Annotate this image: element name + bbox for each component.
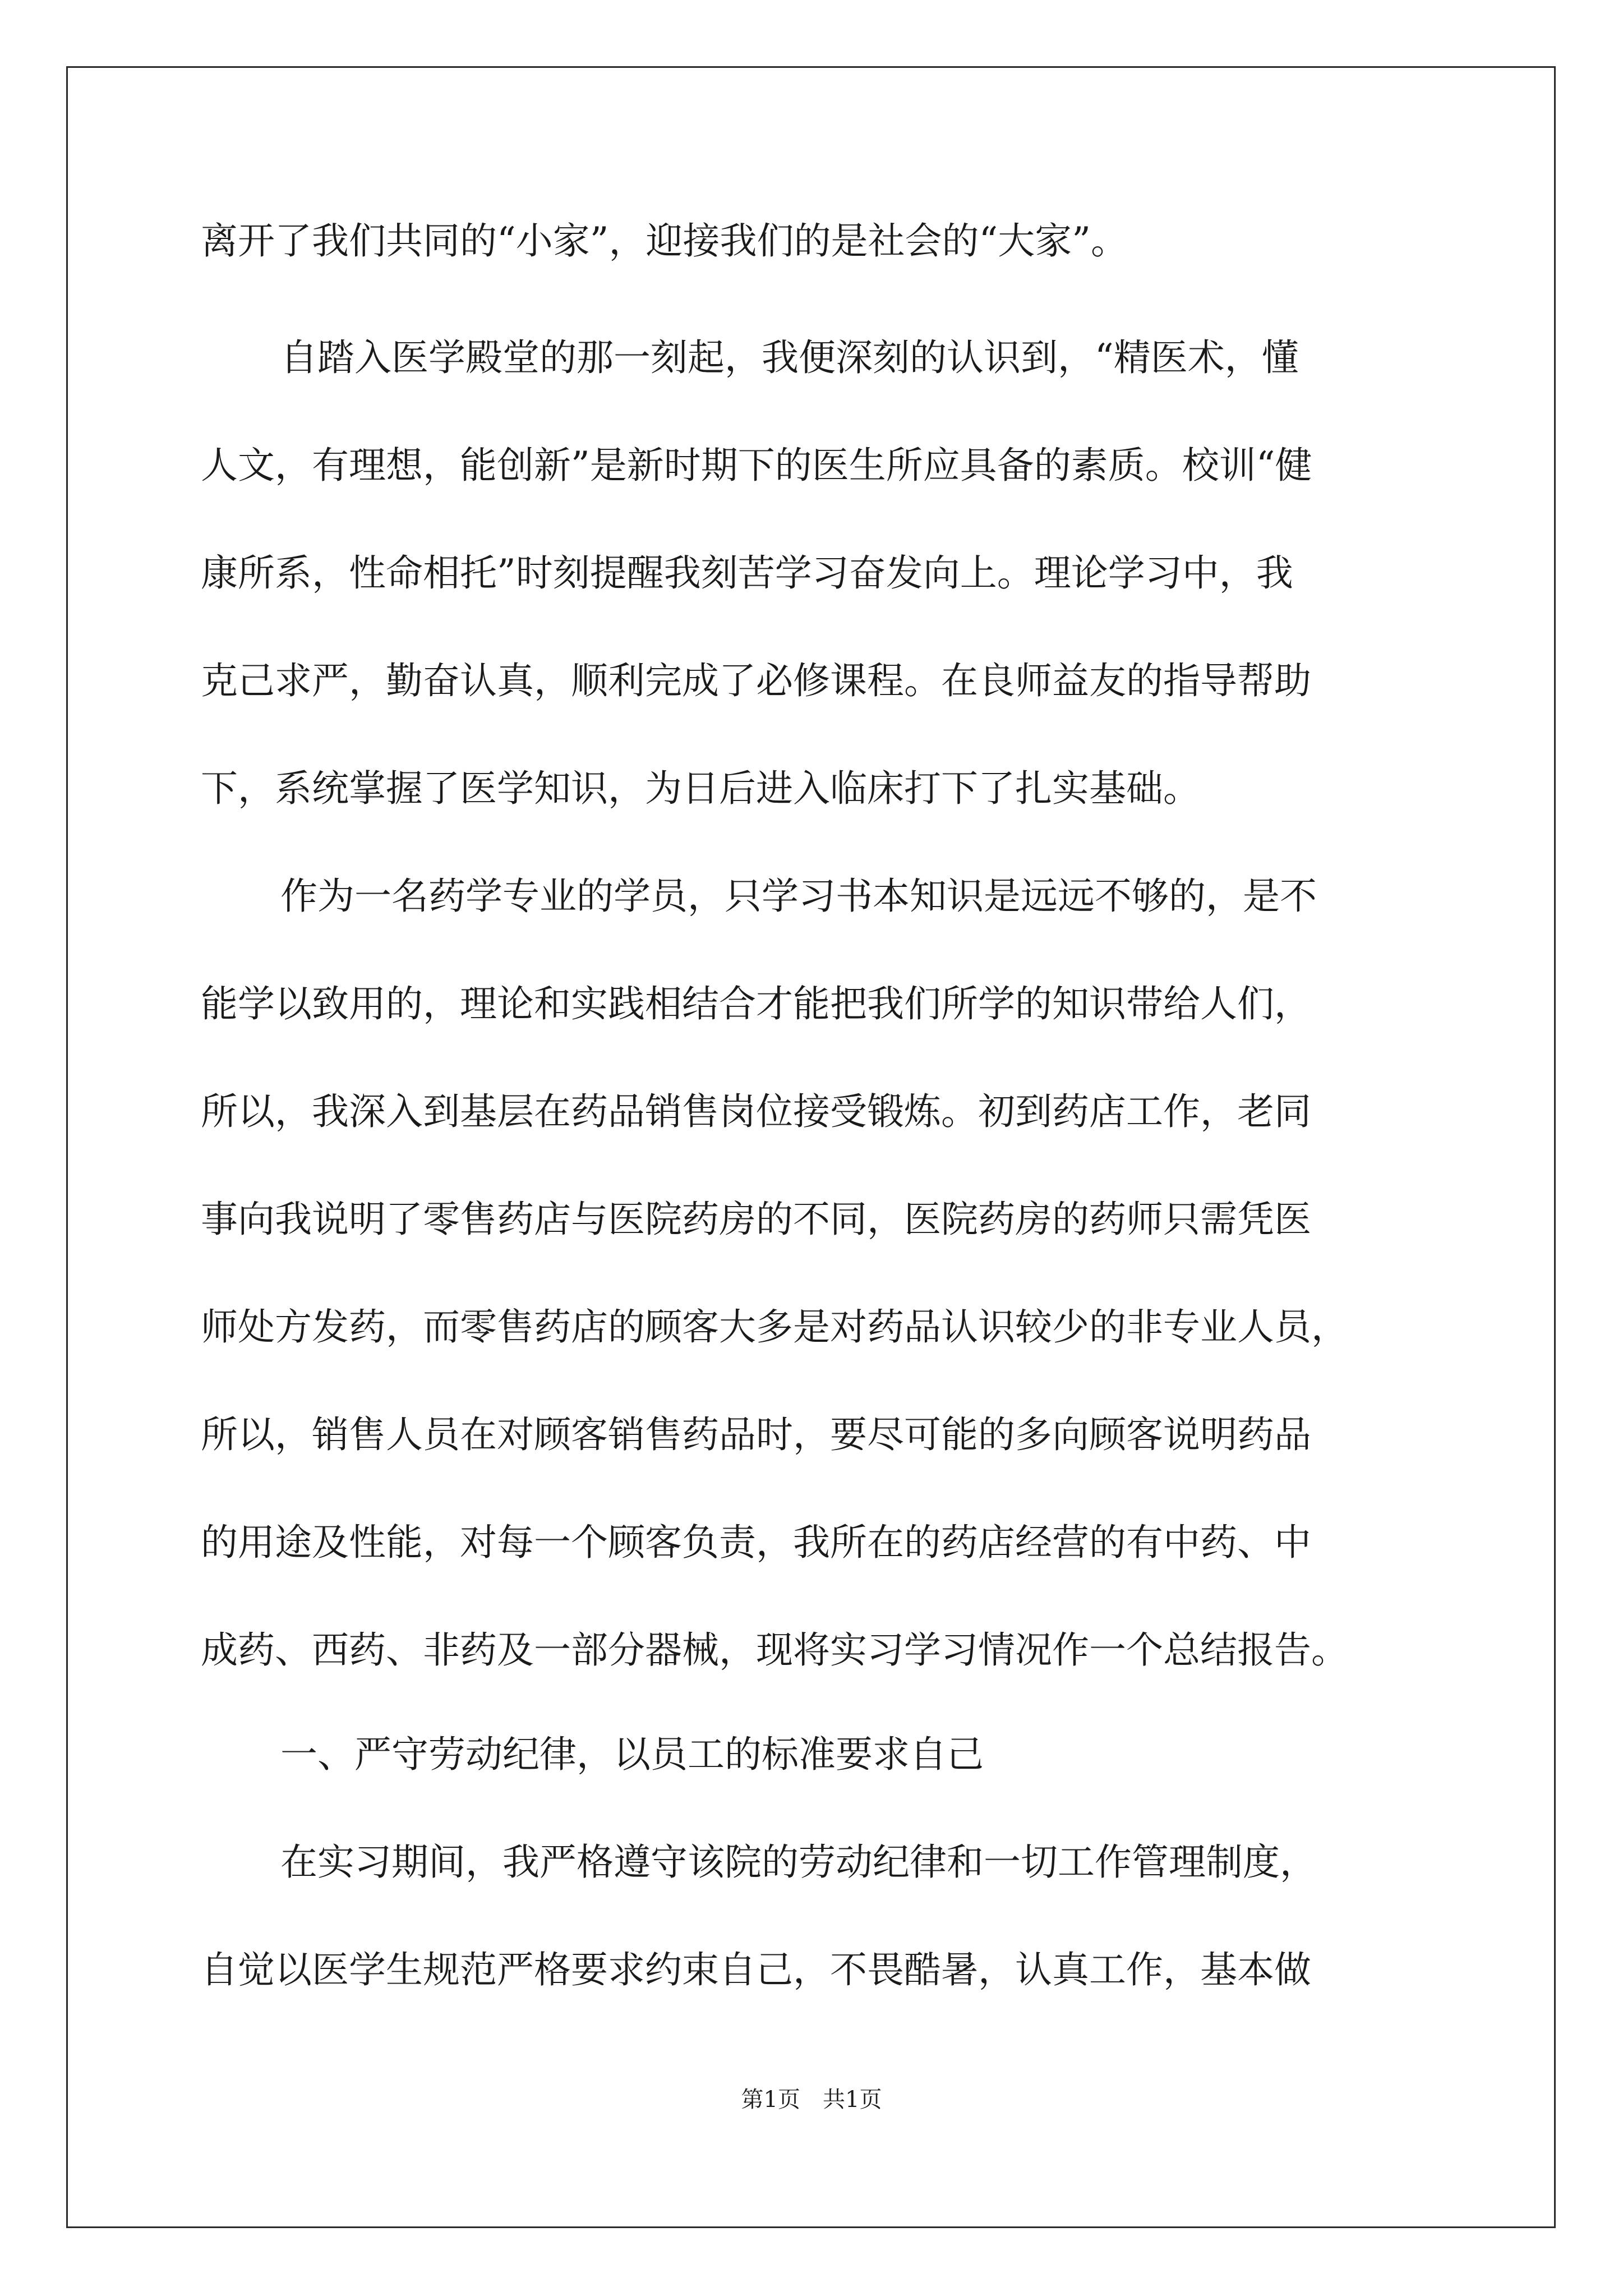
text-line: 的用途及性能，对每一个顾客负责，我所在的药店经营的有中药、中	[201, 1521, 1311, 1564]
text-line: 克己求严，勤奋认真，顺利完成了必修课程。在良师益友的指导帮助	[201, 659, 1311, 702]
text-line: 事向我说明了零售药店与医院药房的不同，医院药房的药师只需凭医	[201, 1198, 1311, 1241]
text-line: 所以，销售人员在对顾客销售药品时，要尽可能的多向顾客说明药品	[201, 1413, 1311, 1456]
text-line: 在实习期间，我严格遵守该院的劳动纪律和一切工作管理制度，	[280, 1841, 1317, 1884]
text-line: 自踏入医学殿堂的那一刻起，我便深刻的认识到，“精医术，懂	[280, 336, 1299, 379]
text-line: 自觉以医学生规范严格要求约束自己，不畏酷暑，认真工作，基本做	[201, 1948, 1311, 1991]
text-line: 所以，我深入到基层在药品销售岗位接受锻炼。初到药店工作，老同	[201, 1090, 1311, 1133]
page-footer	[0, 2086, 1623, 2114]
text-line: 康所系，性命相托”时刻提醒我刻苦学习奋发向上。理论学习中，我	[201, 551, 1293, 595]
text-line: 离开了我们共同的“小家”，迎接我们的是社会的“大家”。	[201, 219, 1128, 263]
page-number: 第1页	[741, 2087, 800, 2113]
page-total: 共1页	[823, 2087, 882, 2113]
text-line: 人文，有理想，能创新”是新时期下的医生所应具备的素质。校训“健	[201, 444, 1312, 487]
text-line: 能学以致用的，理论和实践相结合才能把我们所学的知识带给人们，	[201, 982, 1311, 1025]
text-line: 作为一名药学专业的学员，只学习书本知识是远远不够的，是不	[280, 875, 1317, 918]
text-line: 成药、西药、非药及一部分器械，现将实习学习情况作一个总结报告。	[201, 1628, 1348, 1672]
page-border	[66, 66, 1556, 2228]
text-line: 下，系统掌握了医学知识，为日后进入临床打下了扎实基础。	[201, 767, 1200, 810]
section-heading: 一、严守劳动纪律，以员工的标准要求自己	[280, 1733, 984, 1776]
text-line: 师处方发药，而零售药店的顾客大多是对药品认识较少的非专业人员，	[201, 1305, 1348, 1349]
